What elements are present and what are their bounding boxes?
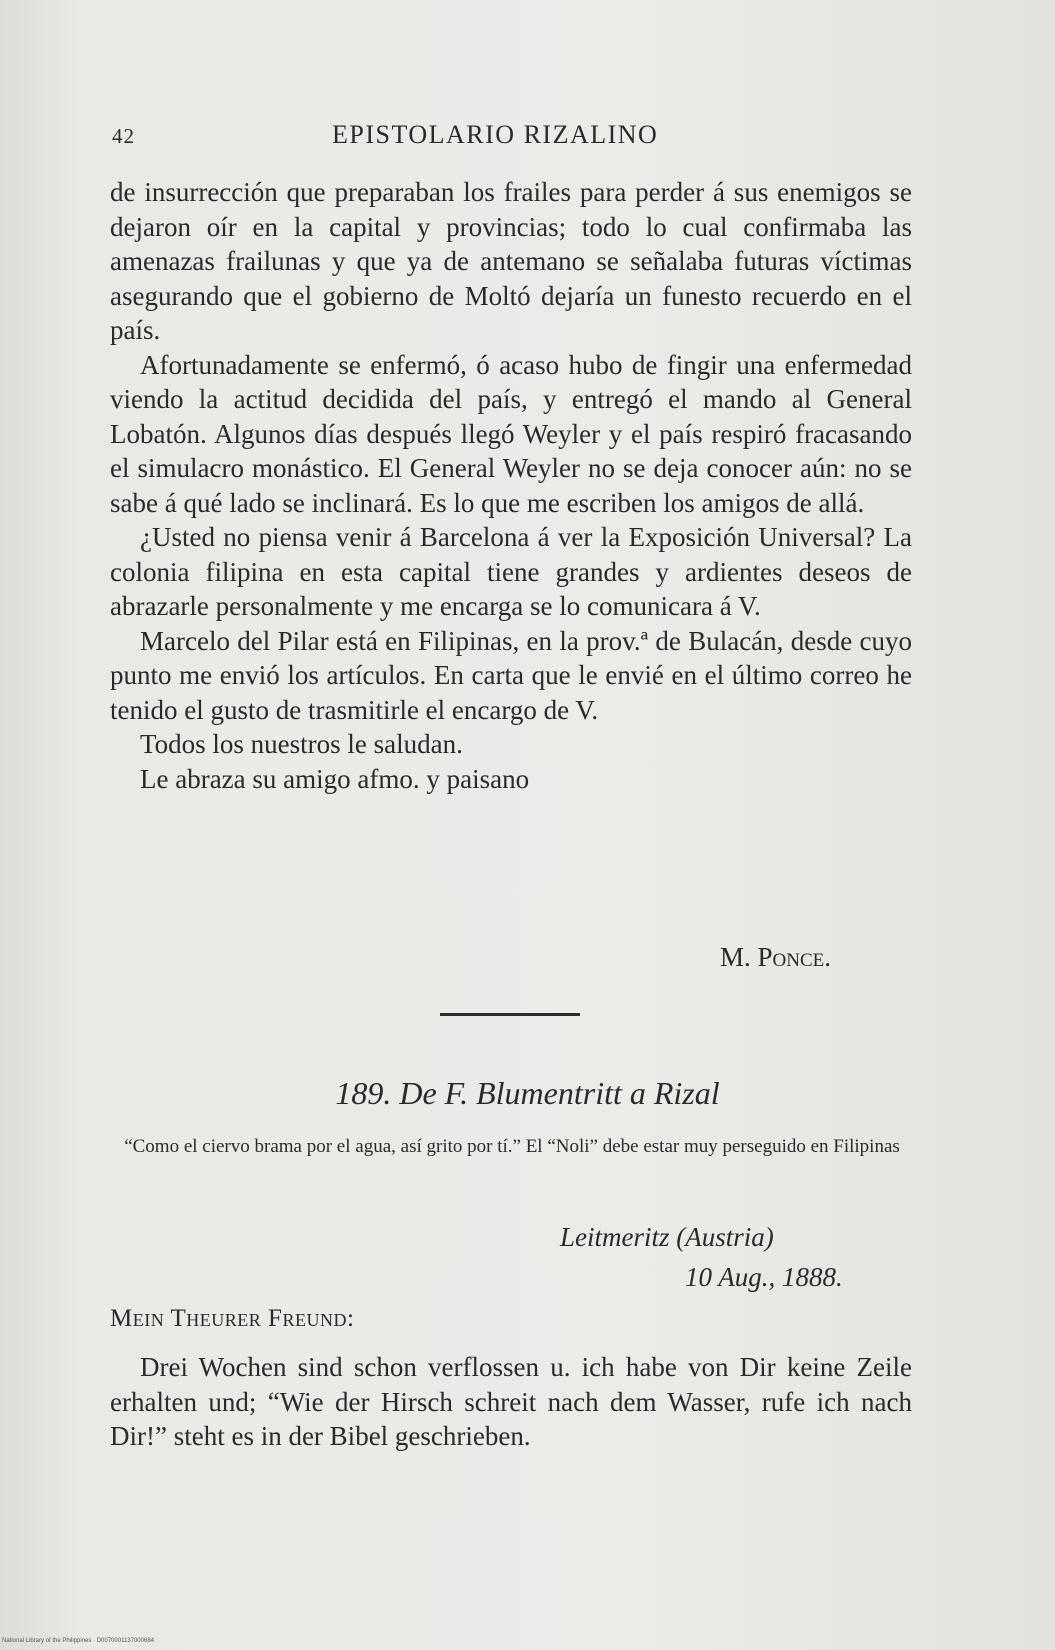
body-paragraph: Afortunadamente se enfermó, ó acaso hubo de fingir una enfermedad viendo la actitud decidida del país, y entregó el mando al General Lobatón. Algunos días después llegó Weyler y el país respiró fracasando el simulacro monástico. El General Weyler no se deja conocer aún: no se sabe á qué lado se inclinará. Es lo que me escriben los amigos de allá. [110, 349, 912, 518]
footer-credit: National Library of the Philippines · D0070001137000684 [2, 1638, 154, 1644]
body-paragraph: Todos los nuestros le saludan. [140, 729, 463, 759]
letter-place: Leitmeritz (Austria) [560, 1222, 774, 1252]
section-divider [440, 1013, 580, 1016]
page-header [112, 118, 912, 158]
salutation: Mein Theurer Freund: [110, 1305, 355, 1332]
running-title: EPISTOLARIO RIZALINO [332, 120, 659, 149]
letter-summary: “Como el ciervo brama por el agua, así grito por tí.” El “Noli” debe estar muy perseguido en Filipinas [124, 1136, 900, 1157]
body-paragraph: Marcelo del Pilar está en Filipinas, en la prov.ª de Bulacán, desde cuyo punto me envió los artículos. En carta que le envié en el último correo he tenido el gusto de trasmitirle el encargo de V. [110, 625, 912, 725]
signature: M. Ponce. [720, 942, 831, 972]
letter-body-continued [110, 175, 912, 796]
letter-date: 10 Aug., 1888. [685, 1262, 843, 1292]
body-paragraph: Le abraza su amigo afmo. y paisano [140, 763, 530, 794]
letter-body [110, 1350, 912, 1454]
page-number: 42 [112, 124, 135, 148]
body-paragraph: Drei Wochen sind schon verflossen u. ich habe von Dir keine Zeile erhalten und; “Wie der Hirsch schreit nach dem Wasser, rufe ich nach Dir!” steht es in der Bibel geschrieben. [110, 1352, 912, 1451]
letter-heading: 189. De F. Blumentritt a Rizal [335, 1075, 720, 1111]
body-paragraph: ¿Usted no piensa venir á Barcelona á ver la Exposición Universal? La colonia filipina en esta capital tiene grandes y ardientes deseos de abrazarle personalmente y me encarga se lo comunicara á V. [110, 522, 912, 621]
body-paragraph: de insurrección que preparaban los frailes para perder á sus enemigos se dejaron oír en la capital y provincias; todo lo cual confirmaba las amenazas frailunas y que ya de antemano se señalaba futuras víctimas asegurando que el gobierno de Moltó dejaría un funesto recuerdo en el país. [110, 177, 912, 345]
